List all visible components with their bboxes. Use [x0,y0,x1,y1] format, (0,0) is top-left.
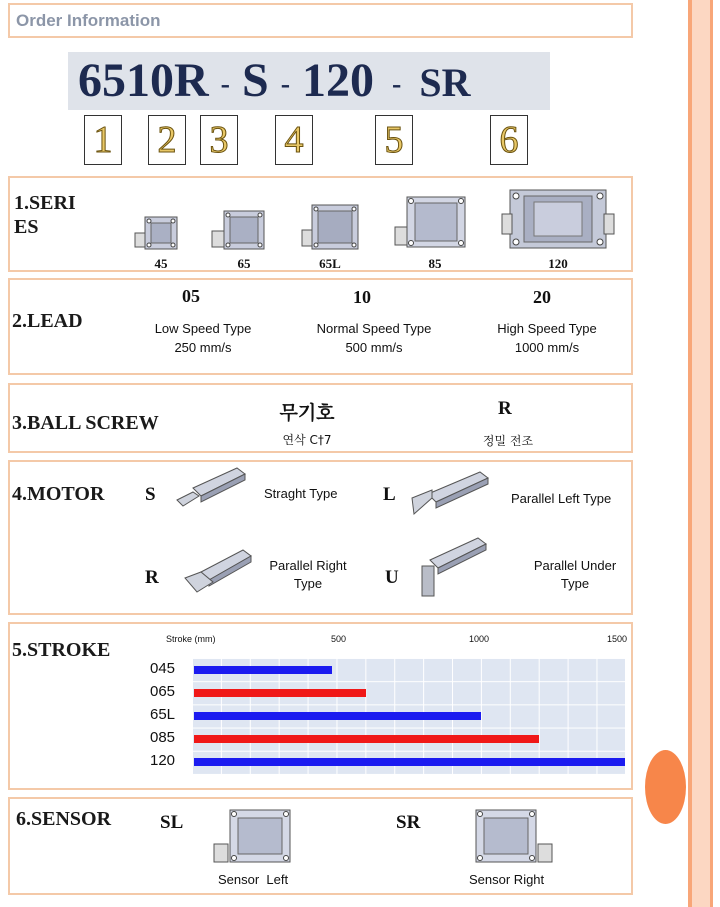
ballscrew-title: 3.BALL SCREW [12,412,159,434]
stroke-bar-65L [194,712,481,720]
lead-10-code: 10 [353,287,371,307]
orange-oval [645,750,686,824]
stroke-bar-120 [194,758,625,766]
stroke-tick-500: 500 [331,634,347,644]
motor-parallel-right-image [183,546,255,596]
lead-title: 2.LEAD [12,310,83,332]
motor-S-name: Straght Type [264,486,338,501]
series-title-line2: ES [14,216,39,238]
stroke-row-label-065: 065 [150,683,176,700]
motor-U-name-line1: Parallel Under [533,558,617,573]
code-index-1: 1 [84,115,122,165]
stroke-bar-085 [194,735,539,743]
sensor-SR-name: Sensor Right [469,872,545,887]
stroke-tick-1500: 1500 [607,634,628,644]
code-sensor: SR [419,60,471,105]
code-sep-3: - [392,68,402,100]
series-model-45-image [133,215,183,255]
motor-straight-image [175,466,247,512]
motor-parallel-left-image [410,470,492,516]
lead-05-speed: 250 mm/s [174,340,232,355]
series-model-65L-image [300,202,362,254]
motor-L-name: Parallel Left Type [511,491,612,506]
series-title-line1: 1.SERI [14,192,76,214]
motor-title: 4.MOTOR [12,483,105,505]
sensor-left-image [212,806,296,870]
code-index-4: 4 [275,115,313,165]
lead-20-code: 20 [533,287,551,307]
code-index-2: 2 [148,115,186,165]
sensor-right-image [470,806,556,870]
motor-parallel-under-image [418,534,490,600]
rail-right [710,0,713,907]
sensor-title: 6.SENSOR [16,808,112,830]
sensor-SR-code: SR [396,812,421,833]
motor-U-code: U [385,567,399,588]
motor-U-name-line2: Type [560,576,590,591]
stroke-row-label-120: 120 [150,752,176,769]
code-series: 6510 [78,54,174,107]
motor-R-name-line1: Parallel Right [269,558,347,573]
lead-10-name: Normal Speed Type [316,321,432,336]
stroke-row-label-085: 085 [150,729,176,746]
order-code [78,52,471,110]
motor-S-code: S [145,484,156,505]
ballscrew-option-2-code: R [498,398,512,419]
stroke-bar-065 [194,689,366,697]
code-motor: S [242,54,269,107]
series-model-120: 120 [548,256,568,271]
series-model-85-image [393,193,473,255]
motor-L-code: L [383,484,396,505]
code-ballscrew: R [174,54,209,107]
ballscrew-option-1-desc: 연삭 C†7 [282,433,332,447]
code-sep-2: - [280,68,291,100]
page-title: Order Information [16,11,161,30]
lead-05-code: 05 [182,286,200,306]
code-sep-1: - [220,68,230,100]
series-model-45: 45 [154,256,168,271]
rail-mid [692,0,710,907]
code-stroke: 120 [302,54,375,107]
header-panel [8,3,633,38]
code-index-3: 3 [200,115,238,165]
ballscrew-option-2-desc: 정밀 전조 [482,434,534,448]
lead-20-speed: 1000 mm/s [514,340,580,355]
stroke-axis-label: Stroke (mm) [166,634,216,644]
series-model-85: 85 [428,256,442,271]
stroke-title: 5.STROKE [12,639,111,661]
motor-R-name-line2: Type [293,576,323,591]
series-model-120-image [500,184,615,254]
stroke-bar-045 [194,666,332,674]
sensor-SL-code: SL [160,812,184,833]
stroke-row-label-65L: 65L [150,706,176,723]
lead-10-speed: 500 mm/s [345,340,403,355]
lead-05-name: Low Speed Type [154,321,252,336]
series-model-65L: 65L [319,256,341,271]
motor-R-code: R [145,567,159,588]
sensor-SL-name: Sensor Left [218,872,289,887]
lead-20-name: High Speed Type [497,321,597,336]
ballscrew-option-1-code: 무기호 [279,402,335,424]
code-index-6: 6 [490,115,528,165]
series-model-65-image [210,207,272,255]
stroke-row-label-045: 045 [150,660,176,677]
code-index-5: 5 [375,115,413,165]
series-model-65: 65 [237,256,251,271]
stroke-tick-1000: 1000 [469,634,490,644]
